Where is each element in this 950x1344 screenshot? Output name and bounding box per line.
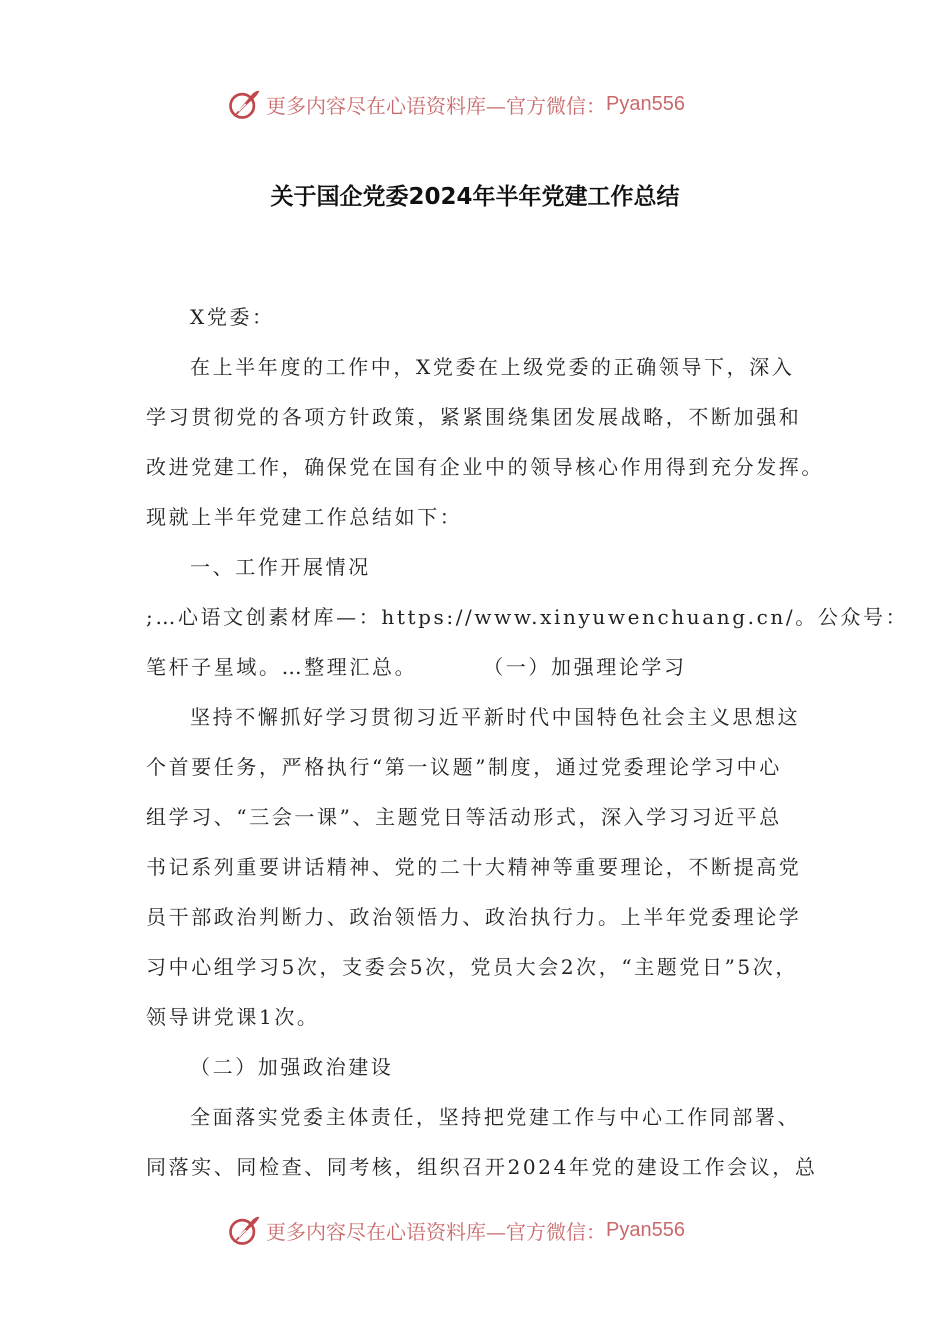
watermark-text: 更多内容尽在心语资料库—官方微信： <box>266 93 606 118</box>
salutation: X党委： <box>190 305 275 329</box>
quill-logo-icon <box>226 86 262 122</box>
section-heading: 一、工作开展情况 <box>190 555 371 579</box>
paragraph-line: 坚持不懈抓好学习贯彻习近平新时代中国特色社会主义思想这 <box>190 705 801 729</box>
subsection-heading-2: （二）加强政治建设 <box>190 1055 394 1079</box>
paragraph-line: 在上半年度的工作中，X党委在上级党委的正确领导下，深入 <box>190 355 795 379</box>
quill-logo-icon <box>226 1212 262 1248</box>
subsection-heading-1: （一）加强理论学习 <box>483 655 687 679</box>
paragraph-line: 员干部政治判断力、政治领悟力、政治执行力。上半年党委理论学 <box>146 905 802 929</box>
watermark-text: 更多内容尽在心语资料库—官方微信： <box>266 1219 606 1244</box>
paragraph-line: 现就上半年党建工作总结如下： <box>146 505 463 529</box>
paragraph-line: 改进党建工作，确保党在国有企业中的领导核心作用得到充分发挥。 <box>146 455 824 479</box>
promo-line-end <box>146 653 687 681</box>
paragraph-line: 同落实、同检查、同考核，组织召开2024年党的建设工作会议，总 <box>146 1155 818 1179</box>
watermark-banner-top <box>226 84 685 124</box>
promo-text: 笔杆子星域。…整理汇总。 <box>146 655 418 679</box>
paragraph-line: 学习贯彻党的各项方针政策，紧紧围绕集团发展战略，不断加强和 <box>146 405 802 429</box>
watermark-banner-bottom <box>226 1210 685 1250</box>
promo-line: ;…心语文创素材库—：https://www.xinyuwenchuang.cn/。公众号： <box>146 605 909 629</box>
paragraph-line: 书记系列重要讲话精神、党的二十大精神等重要理论，不断提高党 <box>146 855 802 879</box>
paragraph-line: 领导讲党课1次。 <box>146 1005 320 1029</box>
paragraph-line: 组学习、“三会一课”、主题党日等活动形式，深入学习习近平总 <box>146 805 782 829</box>
watermark-handle: Pyan556 <box>606 92 685 115</box>
watermark-handle: Pyan556 <box>606 1218 685 1241</box>
document-title: 关于国企党委2024年半年党建工作总结 <box>270 184 680 210</box>
paragraph-line: 个首要任务，严格执行“第一议题”制度，通过党委理论学习中心 <box>146 755 782 779</box>
paragraph-line: 全面落实党委主体责任，坚持把党建工作与中心工作同部署、 <box>190 1105 801 1129</box>
paragraph-line: 习中心组学习5次，支委会5次，党员大会2次，“主题党日”5次， <box>146 955 798 979</box>
